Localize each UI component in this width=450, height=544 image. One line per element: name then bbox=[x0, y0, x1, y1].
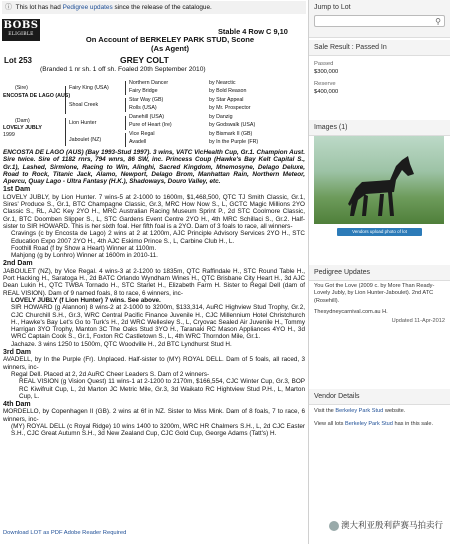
fourth-dam-text: MORDELLO, by Copenhagen II (GB). 2 wins at 6f in NZ. Sister to Miss Mink. Dam of 8 foals, 7 to race, 6 winners, inc- bbox=[3, 408, 305, 423]
catalogue-body: ENCOSTA DE LAGO (AUS) (Bay 1993-Stud 1997). 3 wins, VATC VicHealth Cup, Gr.1. Champion Aust. Sire twice. Sire of 1182 rnrs, 794 wnrs, 86 SW, inc. Princess Coup (Hawke's Bay Kelt Capital S., Gr.1), Lashed, Sirmione, Racing to Win, Alinghi, Sacred Kingdom, Mnemosyne, Delago Deluxe, Road to Rock, Titanic Jack, Alamo, Newport, Delago Brom, Manhattan Rain, Northern Meteor, Apercu, Quay Lago - Ultra Fantasy (H.K.), Shadoways, Douro Valley, etc. 1st Dam LOVELY JUBLY, by Lion Hunter. 7 wins-5 at 2-1000 to 1600m, $1,468,500, QTC TJ Smith Classic, Gr.1, Sires' Produce S., Gr.1, BTC Champagne Classic, Gr.3, MRC How Now S., L, GCTC Magic Millions 2YO Classic S., RL, AJC Key 2YO H., MRC Australian Racing Museum Sprint P., 2d STC Coolmore Classic, Gr.1, BTC Doomben Slipper S., L, STC Gardens Event Centre 2YO H., 4th MRC Schillaci S., Gr.2. Half-sister to SIR HOWARD. This is her sixth foal. Her fifth foal is a 2YO. Dam of 3 foals to race, all winners- Cravings (c by Encosta de Lago) 2 wins at 2 at 1200m, AJC Principle Advisory Services 2YO H., STC Education Expo 2007 2YO H., 4th AJC Eskimo Prince S., L, Carbine Club H., L. Foothill Road (f by Show a Heart) Winner at 1100m. Mahjong (g by Lonhro) Winner at 1600m in 2010-11. 2nd Dam JABOULET (NZ), by Vice Regal. 4 wins-3 at 2-1200 to 1835m, QTC Raffindale H., STC Round Table H., Port Hacking H., Saratoga H., 2d BATC Orlando Wyndham Wines H., QTC Brisbane City Heart H., 3d AJC Dean Lukin H., QTC TWBA Tornado H., STC Starlet H., Elizabeth Farm H. Sister to Regal Dell (dam of REAL VISION). Dam of 9 named foals, 8 to race, 6 winners, inc- LOVELY JUBLY (f Lion Hunter) 7 wins. See above. SIR HOWARD (g Alannon) 8 wins-2 at 2-1000 to 3200m, $133,314, AuRC Highview Stud Trophy, Gr.2, CJC Churchill S.H., Gr.3, WRC Central Pacific Finance Juvenile H., CJC Millennium Hotel Christchurch H., Hawke's Bay Let's Go to Turk's H., 2d WRC Wellesley S., L, Cryovac Sealed Air Juvenile H., Tommy Harrigan 3YO Trophy, Manton 3C The Oaks Stud 3YO H., Taranaki RC Mason Appliances 4YO H., 3d WRC Captain Cook S., Gr.1, Foxton RC Castletown S., L, 4th WRC Thorndon Mile, Gr.1. Jachaze. 3 wins 1250 to 1500m, QTC Woodville H., 2d BTC Lyndhurst Stud H. 3rd Dam AVADELL, by In the Purple (Fr). Unplaced. Half-sister to (MY) ROYAL DELL. Dam of 5 foals, all raced, 3 winners, inc- Regal Dell. Placed at 2, 2d AuRC Cheer Leaders S. Dam of 2 winners- REAL VISION (g Vision Quest) 11 wins-1 at 2-1200 to 2170m, $166,554, CJC Winter Cup, Gr.3, BOP RC Kiwifruit Cup, L, 2d Marton JC Metric Mile, Gr.3, 3d Waikato RC Hightview Stud P.H., L, Marton Cup, L. 4th Dam MORDELLO, by Copenhagen II (GB). 2 wins at 6f in NZ. Sister to Miss Mink. Dam of 8 foals, 7 to race, 6 winners, inc- (MY) ROYAL DELL (c Royal Ridge) 10 wins 1400 to 3200m, WRC HR Chalmers S.H., L, 2d CJC Easter S.H., CJC Great Autumn S.H., 3d New Zealand Cup, CJC Gold Cup, George Adams (Tatt's) H. bbox=[3, 149, 305, 438]
stable-location: Stable 4 Row C 9,10 bbox=[218, 27, 288, 36]
info-icon: ⓘ bbox=[5, 4, 12, 11]
sire-name: ENCOSTA DE LAGO (AUS) bbox=[3, 93, 71, 99]
third-dam-heading: 3rd Dam bbox=[3, 349, 32, 357]
vendor-account: On Account of BERKELEY PARK STUD, Scone (As Agent) bbox=[85, 35, 255, 53]
second-dam-text: JABOULET (NZ), by Vice Regal. 4 wins-3 at 2-1200 to 1835m, QTC Raffindale H., STC Round Table H., Port Hacking H., Saratoga H., 2d BATC Orlando Wyndham Wines H., QTC Brisbane City Heart H., 3d AJC Dean Lukin H., QTC TWBA Tornado H., STC Starlet H., Elizabeth Farm H. Sister to Regal Dell (dam of REAL VISION). Dam of 9 named foals, 8 to race, 6 winners, inc- bbox=[3, 267, 305, 297]
vendor-website-link[interactable]: Berkeley Park Stud bbox=[335, 408, 384, 414]
updated-date: Updated 11-Apr-2012 bbox=[391, 318, 445, 325]
images-panel bbox=[309, 120, 450, 234]
watermark: 澳大利亚殷利萨赛马拍卖行 bbox=[326, 518, 446, 532]
branding-info: (Branded 1 nr sh. 1 off sh. Foaled 20th September 2010) bbox=[40, 66, 206, 73]
pedigree-update-notice: ⓘ This lot has had Pedigree updates since the release of the catalogue. bbox=[2, 1, 306, 14]
vendor-photo-button[interactable]: Vendors upload photo of lot bbox=[337, 228, 422, 236]
jump-to-lot-panel: Jump to Lot ⚲ bbox=[309, 0, 450, 38]
wechat-icon bbox=[329, 521, 339, 531]
pedigree-updates-panel: Pedigree Updates You Got the Love (2009 c. by More Than Ready-Lovely Jubly, by Lion Hunter-Jaboulet). 2nd ATC (Rosehill). Thesydneycarnival.com.au H. Updated 11-Apr-2012 bbox=[309, 265, 450, 324]
first-dam-heading: 1st Dam bbox=[3, 186, 31, 194]
vendor-details-panel: Vendor Details Visit the Berkeley Park Stud website. View all lots Berkeley Park Stud has in this sale. bbox=[309, 389, 450, 432]
vendor-details-title: Vendor Details bbox=[309, 389, 450, 405]
pedigree-table: (Sire) ENCOSTA DE LAGO (AUS) (Dam) LOVELY JUBLY 1999 Fairy King (USA) Shoal Creek Lion Hunter Jaboulet (NZ) Northern Dancer Fairy Bridge Star Way (GB) Rolls (USA) Danehill (USA) Pure of Heart (Ire) Vice Regal Avadell by Nearctic by Bold Reason by Star Appeal by Mr. Prospector by Danzig by Godswalk (USA) by Bismark II (GB) by In the Purple (FR) bbox=[3, 80, 259, 145]
fourth-dam-heading: 4th Dam bbox=[3, 401, 31, 409]
pedigree-updates-link[interactable]: Pedigree updates bbox=[62, 4, 113, 11]
second-dam-heading: 2nd Dam bbox=[3, 260, 33, 268]
sale-result-panel: Sale Result : Passed In Passed $300,000 Reserve $400,000 bbox=[309, 40, 450, 96]
third-dam-text: AVADELL, by In the Purple (Fr). Unplaced. Half-sister to (MY) ROYAL DELL. Dam of 5 foals, all raced, 3 winners, inc- bbox=[3, 356, 305, 371]
sidebar bbox=[308, 0, 450, 544]
vendor-lots-link[interactable]: Berkeley Park Stud bbox=[345, 421, 393, 428]
lot-number: Lot 253 bbox=[4, 56, 33, 65]
pedigree-updates-title: Pedigree Updates bbox=[309, 265, 450, 281]
horse-photo[interactable] bbox=[314, 136, 444, 224]
horse-description: GREY COLT bbox=[120, 55, 169, 65]
dam-name: LOVELY JUBLY bbox=[3, 125, 42, 131]
first-dam-text: LOVELY JUBLY, by Lion Hunter. 7 wins-5 at 2-1000 to 1600m, $1,468,500, QTC TJ Smith Classic, Gr.1, Sires' Produce S., Gr.1, BTC Champagne Classic, Gr.3, MRC How Now S., L, GCTC Magic Millions 2YO Classic S., RL, AJC Key 2YO H., MRC Australian Racing Museum Sprint P., 2d STC Coolmore Classic, Gr.1, BTC Doomben Slipper S., L, STC Gardens Event Centre 2YO H., 4th MRC Schillaci S., Gr.2. Half-sister to SIR HOWARD. This is her sixth foal. Her fifth foal is a 2YO. Dam of 3 foals to race, all winners- bbox=[3, 193, 305, 230]
horse-silhouette-icon bbox=[344, 154, 424, 224]
images-title: Images (1) bbox=[309, 120, 450, 136]
sire-summary: ENCOSTA DE LAGO (AUS) (Bay 1993-Stud 1997). 3 wins, VATC VicHealth Cup, Gr.1. Champion Aust. Sire twice. Sire of 1182 rnrs, 794 wnrs, 86 SW, inc. Princess Coup (Hawke's Bay Kelt Capital S., Gr.1), Lashed, Sirmione, Racing to Win, Alinghi, Sacred Kingdom, Mnemosyne, Delago Deluxe, Road to Rock, Titanic Jack, Alamo, Newport, Delago Brom, Manhattan Rain, Northern Meteor, Apercu, Quay Lago - Ultra Fantasy (H.K.), Shadoways, Douro Valley, etc. bbox=[3, 149, 305, 186]
sale-result-title: Sale Result : Passed In bbox=[309, 40, 450, 56]
search-icon[interactable]: ⚲ bbox=[435, 17, 441, 26]
bobs-eligible-logo: BOBS ELIGIBLE bbox=[2, 19, 40, 41]
reserve-value: $400,000 bbox=[314, 88, 339, 95]
download-pdf-link[interactable]: Download LOT as PDF Adobe Reader Required bbox=[3, 530, 127, 536]
passed-value: $300,000 bbox=[314, 68, 339, 75]
jump-to-lot-input[interactable] bbox=[314, 15, 445, 27]
